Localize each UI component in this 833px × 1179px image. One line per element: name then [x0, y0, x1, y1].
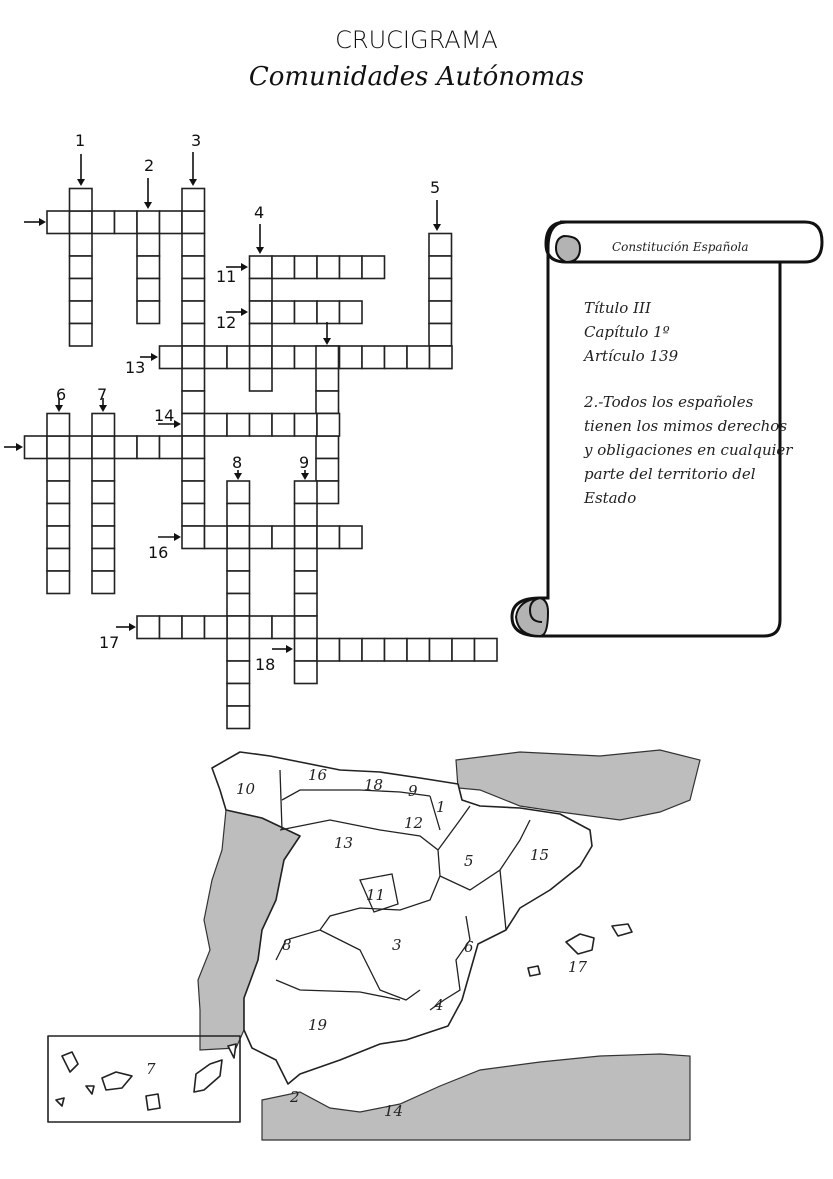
clue-number: 9 — [299, 453, 310, 472]
clue-number: 8 — [232, 453, 243, 472]
region-number: 14 — [384, 1102, 404, 1120]
clue-number: 2 — [144, 156, 155, 175]
page-subtitle: Comunidades Autónomas — [248, 62, 585, 92]
region-number: 19 — [308, 1016, 328, 1034]
clue-number: 14 — [154, 406, 175, 425]
region-number: 5 — [464, 852, 474, 870]
titulo-line: Título III — [584, 299, 651, 317]
clue-number: 6 — [56, 385, 67, 404]
articulo-line: Artículo 139 — [584, 347, 679, 365]
region-number: 15 — [530, 846, 550, 864]
clue-number: 3 — [191, 131, 202, 150]
africa-shape — [262, 1054, 690, 1140]
region-number: 2 — [290, 1088, 300, 1106]
clue-number: 1 — [75, 131, 86, 150]
region-number: 9 — [408, 782, 418, 800]
capitulo-line: Capítulo 1º — [584, 323, 670, 341]
region-number: 1 — [436, 798, 446, 816]
clue-number: 11 — [216, 267, 237, 286]
clue-number: 12 — [216, 313, 237, 332]
region-number: 18 — [364, 776, 384, 794]
region-number: 4 — [434, 996, 444, 1014]
region-number: 11 — [366, 886, 386, 904]
region-number: 17 — [568, 958, 588, 976]
region-number: 6 — [464, 938, 474, 956]
clue-number: 7 — [97, 385, 108, 404]
region-number: 8 — [282, 936, 292, 954]
region-number: 3 — [392, 936, 402, 954]
clue-number: 5 — [430, 178, 441, 197]
region-number: 16 — [308, 766, 328, 784]
article-text: 2.-Todos los españoles tienen los mimos derechos y obligaciones en cualquier parte del territorio del Estado — [584, 393, 793, 507]
page-title: CRUCIGRAMA — [335, 26, 498, 54]
region-number: 13 — [334, 834, 354, 852]
region-number: 12 — [404, 814, 424, 832]
clue-number: 16 — [148, 543, 169, 562]
clue-number: 4 — [254, 203, 265, 222]
clue-number: 18 — [255, 655, 276, 674]
clue-number: 13 — [125, 358, 146, 377]
clue-number: 17 — [99, 633, 120, 652]
scroll-header: Constitución Española — [612, 240, 749, 254]
region-number: 7 — [146, 1060, 156, 1078]
region-number: 10 — [236, 780, 256, 798]
